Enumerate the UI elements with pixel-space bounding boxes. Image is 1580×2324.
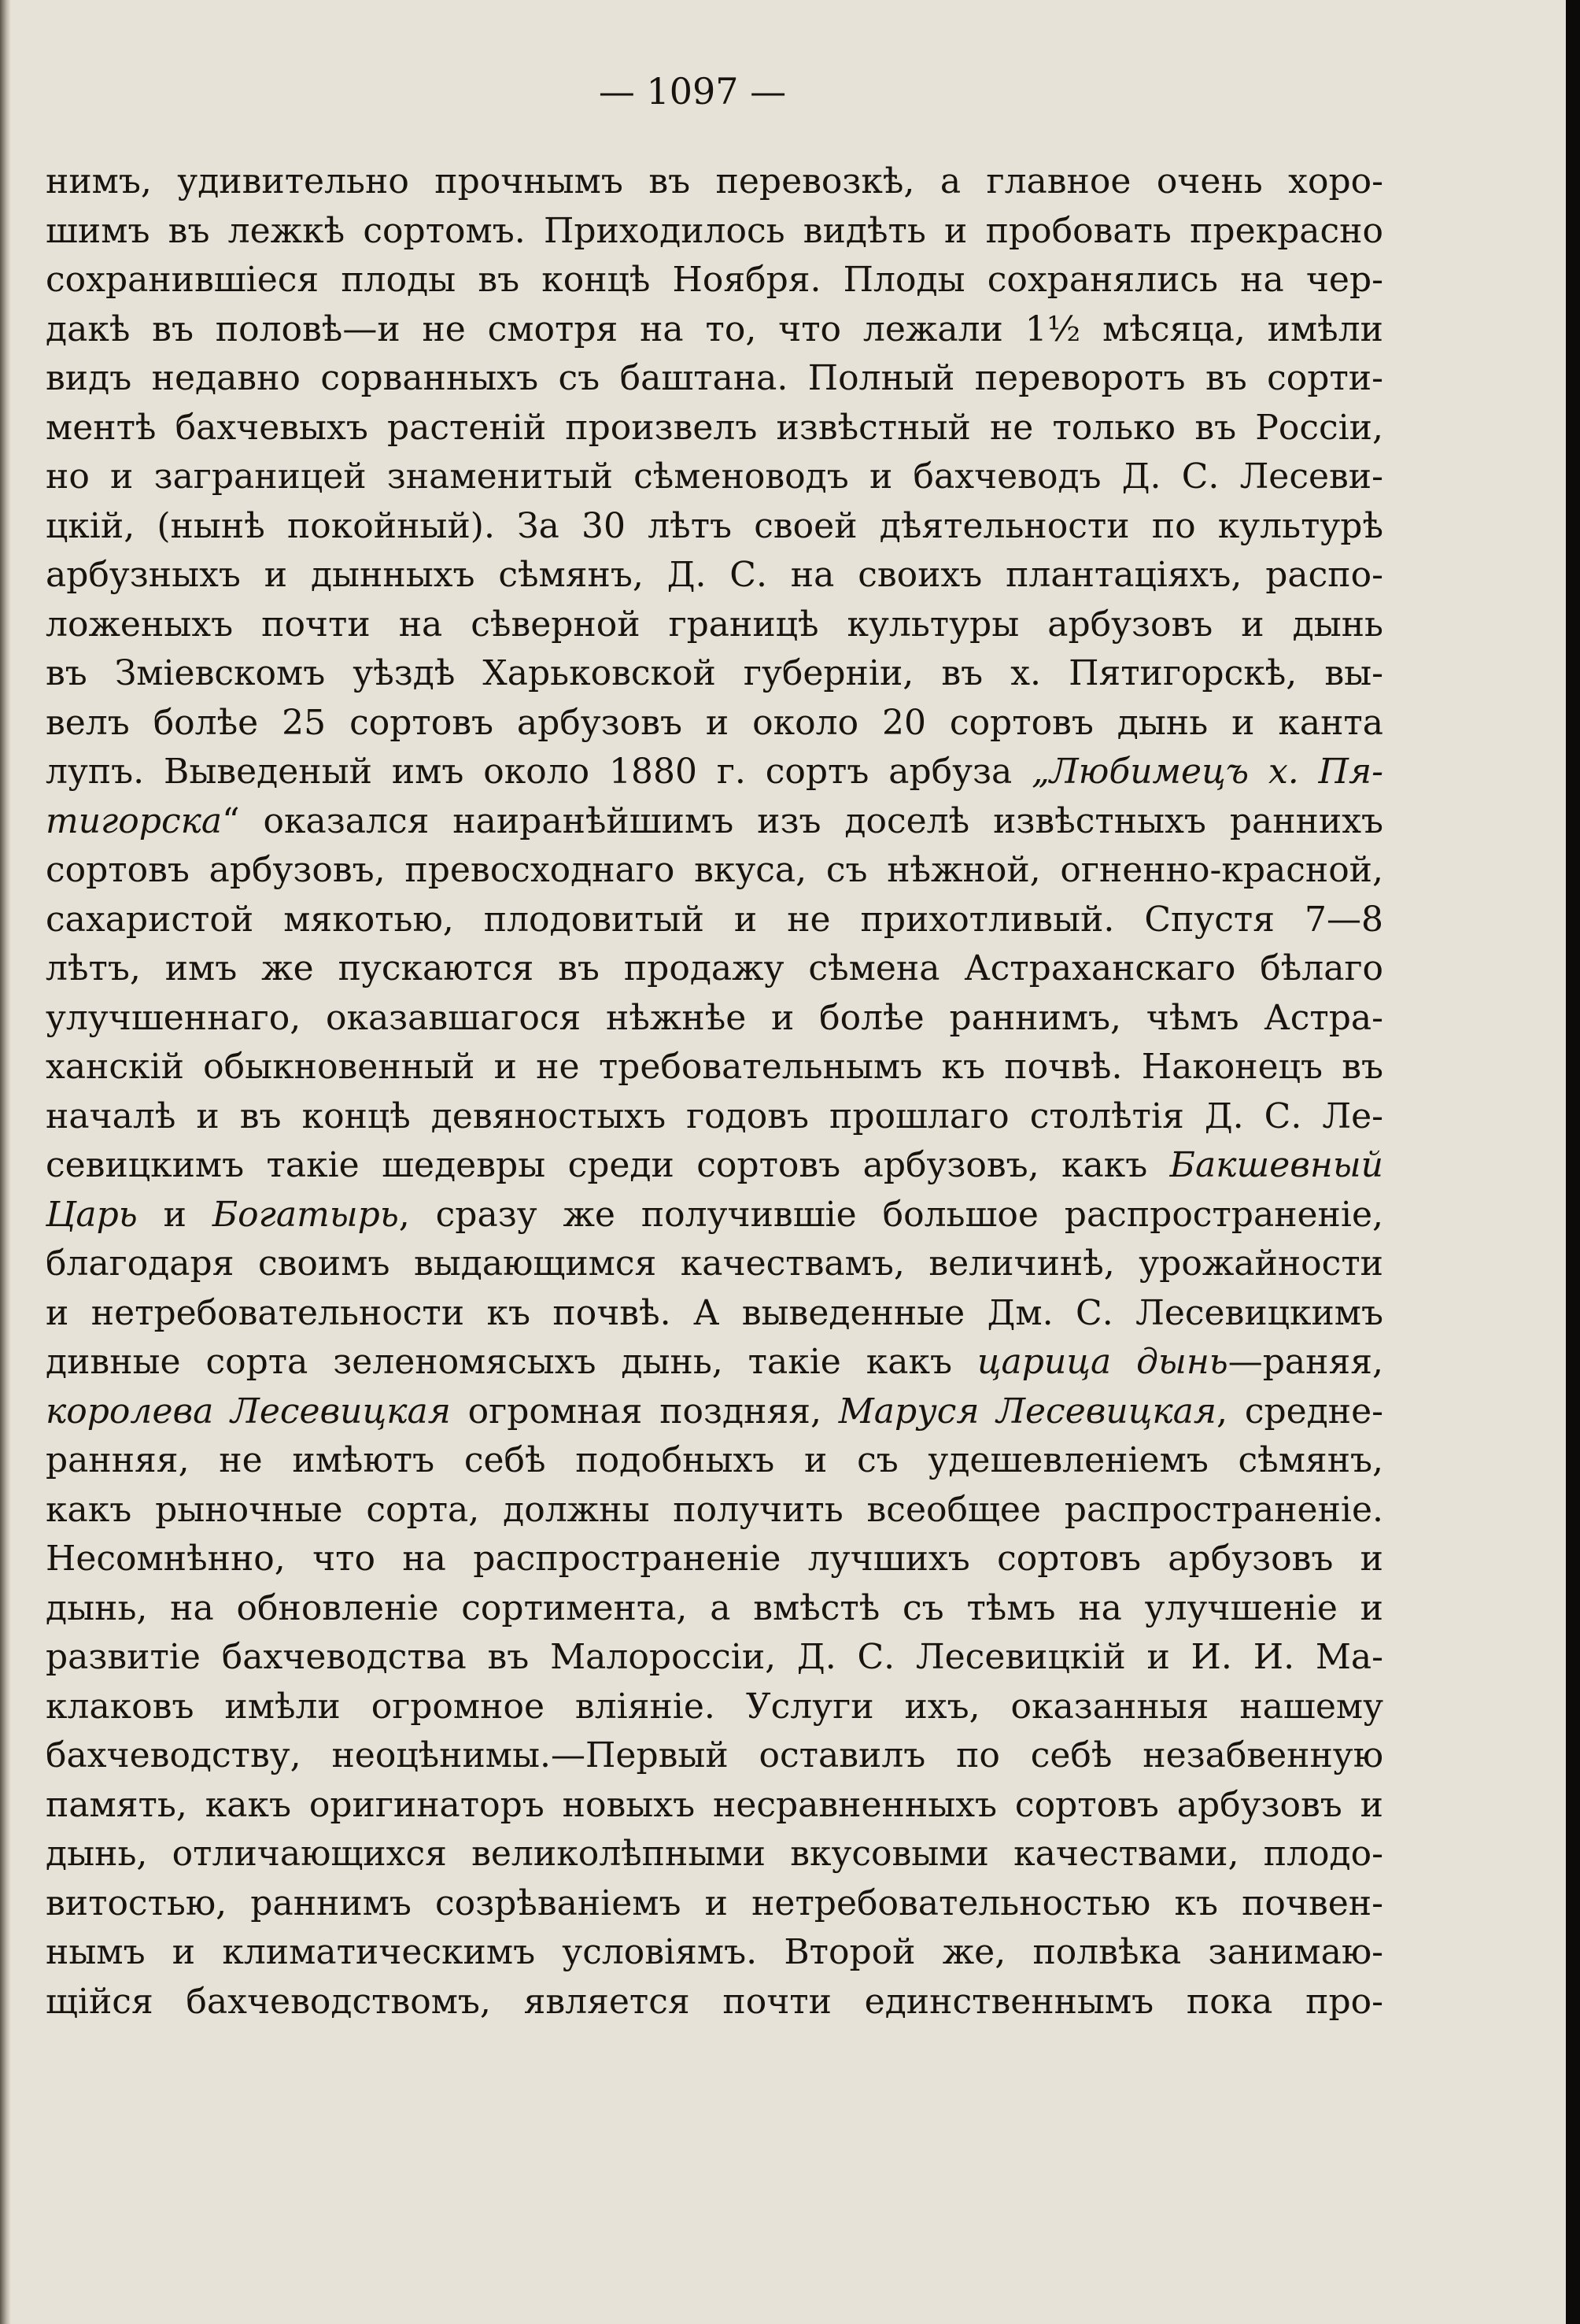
text-span: бахчеводству, неоцѣнимы.—Первый оставилъ по себѣ незабвенную [46, 1735, 1383, 1775]
italic-span: царица дынь [976, 1342, 1228, 1382]
text-span: шимъ въ лежкѣ сортомъ. Приходилось видѣть и пробовать прекрасно [46, 210, 1383, 251]
text-line [46, 1879, 1383, 1929]
text-span: память, какъ оригинаторъ новыхъ несравненныхъ сортовъ арбузовъ и [46, 1784, 1383, 1825]
text-line [46, 1683, 1383, 1732]
text-line [46, 1731, 1383, 1781]
text-span: сахаристой мякотью, плодовитый и не прихотливый. Спустя 7—8 [46, 899, 1383, 940]
italic-span: тигорска [46, 800, 223, 841]
text-span: развитіе бахчеводства въ Малороссіи, Д. С. Лесевицкій и И. И. Ма- [46, 1637, 1383, 1677]
text-line [46, 1436, 1383, 1486]
page-gutter-shadow [0, 0, 11, 2324]
text-span: клаковъ имѣли огромное вліяніе. Услуги ихъ, оказанныя нашему [46, 1686, 1383, 1727]
italic-span: королева Лесевицкая [46, 1391, 451, 1432]
text-line [46, 453, 1383, 502]
body-text [46, 157, 1383, 2027]
text-span: началѣ и въ концѣ девяностыхъ годовъ прошлаго столѣтія Д. С. Ле- [46, 1095, 1383, 1136]
text-span: нимъ, удивительно прочнымъ въ перевозкѣ, а главное очень хоро- [46, 161, 1383, 201]
text-span: велъ болѣе 25 сортовъ арбузовъ и около 20 сортовъ дынь и канта [46, 702, 1383, 743]
text-line [46, 502, 1383, 552]
text-line [46, 207, 1383, 257]
text-line [46, 600, 1383, 650]
text-span: сохранившіеся плоды въ концѣ Ноября. Плоды сохранялись на чер- [46, 260, 1383, 300]
page-number: — 1097 — [598, 70, 787, 113]
text-span: лѣтъ, имъ же пускаются въ продажу сѣмена Астраханскаго бѣлаго [46, 948, 1383, 988]
text-span: лупъ. Выведеный имъ около 1880 г. сортъ арбуза [46, 752, 1032, 792]
text-line [46, 1978, 1383, 2027]
text-line [46, 551, 1383, 600]
text-line [46, 896, 1383, 945]
text-line [46, 354, 1383, 404]
text-span: щійся бахчеводствомъ, является почти единственнымъ пока про- [46, 1981, 1383, 2022]
text-line [46, 699, 1383, 748]
text-span: какъ рыночные сорта, должны получить всеобщее распространеніе. [46, 1489, 1383, 1530]
text-span: въ Зміевскомъ уѣздѣ Харьковской губерніи, въ х. Пятигорскѣ, вы- [46, 653, 1383, 693]
text-line [46, 404, 1383, 453]
text-line [46, 1584, 1383, 1634]
text-span: дынь, отличающихся великолѣпными вкусовыми качествами, плодо- [46, 1834, 1383, 1874]
text-span: дивные сорта зеленомясыхъ дынь, такіе какъ [46, 1342, 977, 1382]
text-span: благодаря своимъ выдающимся качествамъ, величинѣ, урожайности [46, 1243, 1383, 1284]
text-line [46, 944, 1383, 994]
text-span: улучшеннаго, оказавшагося нѣжнѣе и болѣе раннимъ, чѣмъ Астра- [46, 997, 1383, 1038]
text-span: дакѣ въ половѣ—и не смотря на то, что лежали 1½ мѣсяца, имѣли [46, 309, 1383, 349]
text-line [46, 305, 1383, 355]
text-line [46, 1338, 1383, 1387]
text-span: —раняя, [1227, 1342, 1383, 1382]
text-line [46, 748, 1383, 797]
text-span: “ оказался наиранѣйшимъ изъ доселѣ извѣстныхъ раннихъ [222, 800, 1383, 841]
text-line [46, 1535, 1383, 1584]
text-span: витостью, раннимъ созрѣваніемъ и нетребовательностью къ почвен- [46, 1882, 1383, 1923]
text-line [46, 797, 1383, 847]
text-span: цкій, (нынѣ покойный). За 30 лѣтъ своей дѣятельности по культурѣ [46, 505, 1383, 546]
text-span: , сразу же получившіе большое распространеніе, [398, 1194, 1383, 1235]
text-line [46, 256, 1383, 305]
text-span: и нетребовательности къ почвѣ. А выведенные Дм. С. Лесевицкимъ [46, 1292, 1383, 1333]
text-line [46, 1191, 1383, 1240]
text-span: нымъ и климатическимъ условіямъ. Второй же, полвѣка занимаю- [46, 1932, 1383, 1972]
text-line [46, 1043, 1383, 1092]
text-span: огромная поздняя, [450, 1391, 839, 1432]
text-line [46, 1486, 1383, 1535]
text-span: ханскій обыкновенный и не требовательнымъ къ почвѣ. Наконецъ въ [46, 1047, 1383, 1087]
text-span: видъ недавно сорванныхъ съ баштана. Полный переворотъ въ сорти- [46, 358, 1383, 398]
text-line [46, 994, 1383, 1044]
text-line [46, 1781, 1383, 1831]
text-span: , средне- [1216, 1391, 1383, 1432]
text-span: ложеныхъ почти на сѣверной границѣ культуры арбузовъ и дынь [46, 604, 1383, 645]
text-span: арбузныхъ и дынныхъ сѣмянъ, Д. С. на своихъ плантаціяхъ, распо- [46, 555, 1383, 595]
text-span: и [137, 1194, 212, 1235]
text-line [46, 649, 1383, 699]
italic-span: Богатырь [212, 1194, 399, 1235]
text-span: сортовъ арбузовъ, превосходнаго вкуса, съ нѣжной, огненно-красной, [46, 850, 1383, 890]
text-line [46, 157, 1383, 207]
text-span: Несомнѣнно, что на распространеніе лучшихъ сортовъ арбузовъ и [46, 1539, 1383, 1579]
italic-span: Маруся Лесевицкая [838, 1391, 1217, 1432]
text-span: ментѣ бахчевыхъ растеній произвелъ извѣстный не только въ Россіи, [46, 407, 1383, 448]
scan-background-edge [1566, 0, 1580, 2324]
text-span: дынь, на обновленіе сортимента, а вмѣстѣ съ тѣмъ на улучшеніе и [46, 1587, 1383, 1628]
text-line [46, 1141, 1383, 1191]
text-span: ранняя, не имѣютъ себѣ подобныхъ и съ удешевленіемъ сѣмянъ, [46, 1440, 1383, 1480]
text-line [46, 1830, 1383, 1879]
text-line [46, 846, 1383, 896]
text-line [46, 1633, 1383, 1683]
text-span: но и заграницей знаменитый сѣменоводъ и бахчеводъ Д. С. Лесеви- [46, 456, 1383, 497]
italic-span: „Любимецъ х. Пя- [1032, 752, 1383, 792]
text-line [46, 1240, 1383, 1289]
italic-span: Бакшевный [1169, 1145, 1383, 1185]
text-line [46, 1092, 1383, 1142]
text-line [46, 1928, 1383, 1978]
text-line [46, 1387, 1383, 1437]
italic-span: Царь [46, 1194, 138, 1235]
text-span: севицкимъ такіе шедевры среди сортовъ арбузовъ, какъ [46, 1145, 1170, 1185]
text-line [46, 1289, 1383, 1339]
